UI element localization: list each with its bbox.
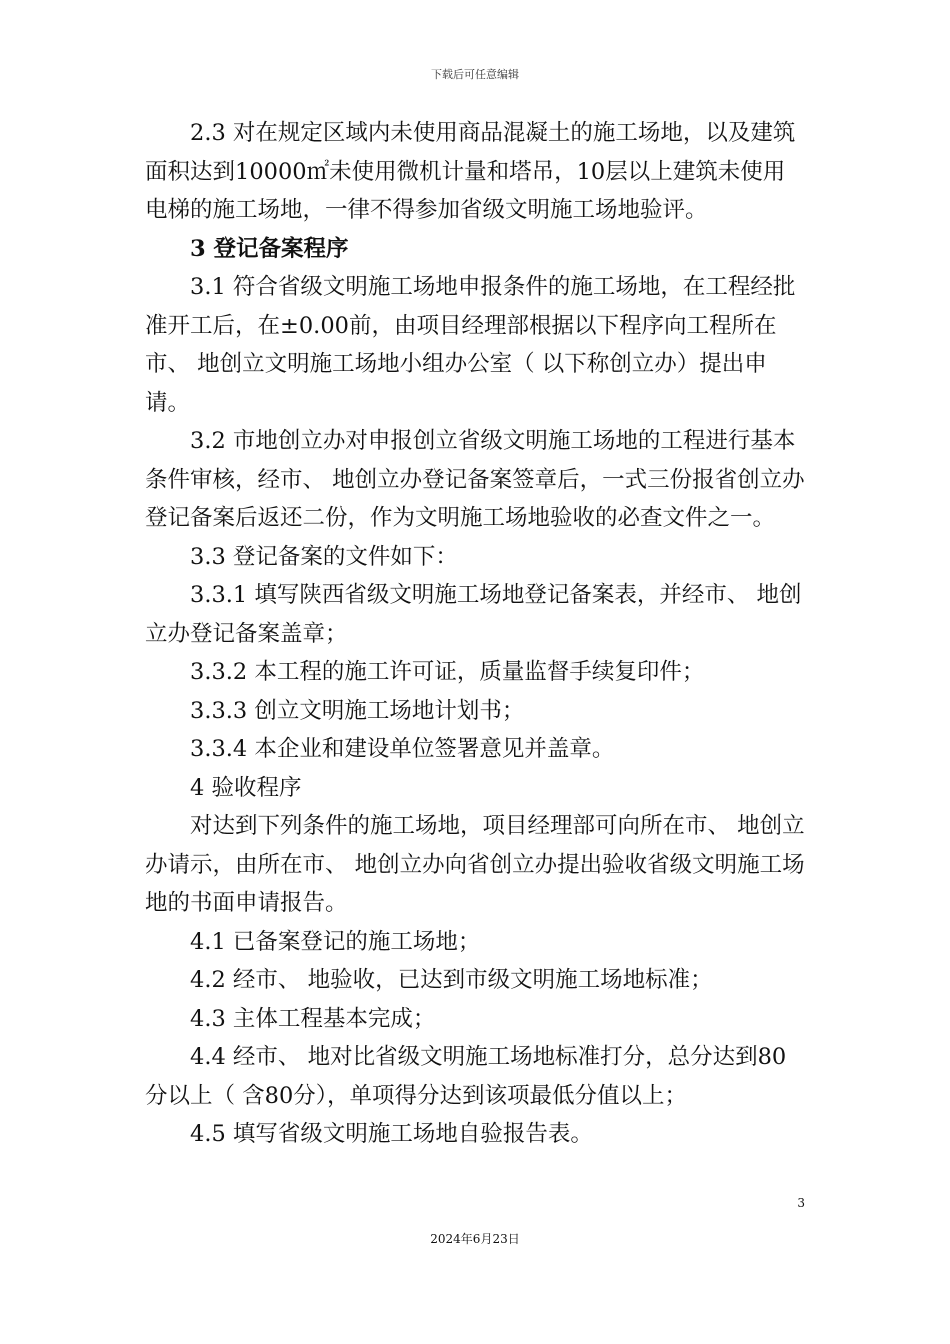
paragraph: 3.3 登记备案的文件如下： <box>190 543 458 570</box>
paragraph: 2.3 对在规定区域内未使用商品混凝土的施工场地，以及建筑面积达到10000㎡未使用微机计量和塔吊，10层以上建筑未使用电梯的施工场地，一律不得参加省级文明施工场地验评。 <box>145 120 796 223</box>
paragraph: 3.3.2 本工程的施工许可证，质量监督手续复印件； <box>190 659 705 685</box>
paragraph: 对达到下列条件的施工场地，项目经理部可向所在市、 地创立办请示，由所在市、 地创立办向省创立办提出验收省级文明施工场地的书面申请报告。 <box>145 813 805 916</box>
paragraph: 4.3 主体工程基本完成； <box>190 1005 436 1032</box>
paragraph: 3.2 市地创立办对申报创立省级文明施工场地的工程进行基本条件审核，经市、 地创立办登记备案签章后，一式三份报省创立办登记备案后返还二份，作为文明施工场地验收的必查文件之一。 <box>145 428 805 531</box>
page-number: 3 <box>797 1196 805 1210</box>
paragraph: 4 验收程序 <box>190 774 302 801</box>
paragraph: 3.3.3 创立文明施工场地计划书； <box>190 697 525 724</box>
paragraph: 3.3.1 填写陕西省级文明施工场地登记备案表，并经市、 地创立办登记备案盖章； <box>145 582 802 647</box>
page-header: 下载后可任意编辑 <box>431 68 519 81</box>
paragraph: 3.3.4 本企业和建设单位签署意见并盖章。 <box>190 736 615 762</box>
paragraph: 4.1 已备案登记的施工场地； <box>190 928 481 955</box>
footer-date: 2024年6月23日 <box>430 1232 520 1246</box>
paragraph: 4.5 填写省级文明施工场地自验报告表。 <box>190 1121 593 1147</box>
document-body <box>145 114 805 1154</box>
paragraph: 4.4 经市、 地对比省级文明施工场地标准打分，总分达到80分以上（ 含80分），单项得分达到该项最低分值以上； <box>145 1044 787 1109</box>
section-heading: 3 登记备案程序 <box>190 235 349 262</box>
paragraph: 3.1 符合省级文明施工场地申报条件的施工场地，在工程经批准开工后，在±0.00前，由项目经理部根据以下程序向工程所在市、 地创立文明施工场地小组办公室（ 以下称创立办）提出申请。 <box>145 274 796 416</box>
paragraph: 4.2 经市、 地验收，已达到市级文明施工场地标准； <box>190 967 713 993</box>
